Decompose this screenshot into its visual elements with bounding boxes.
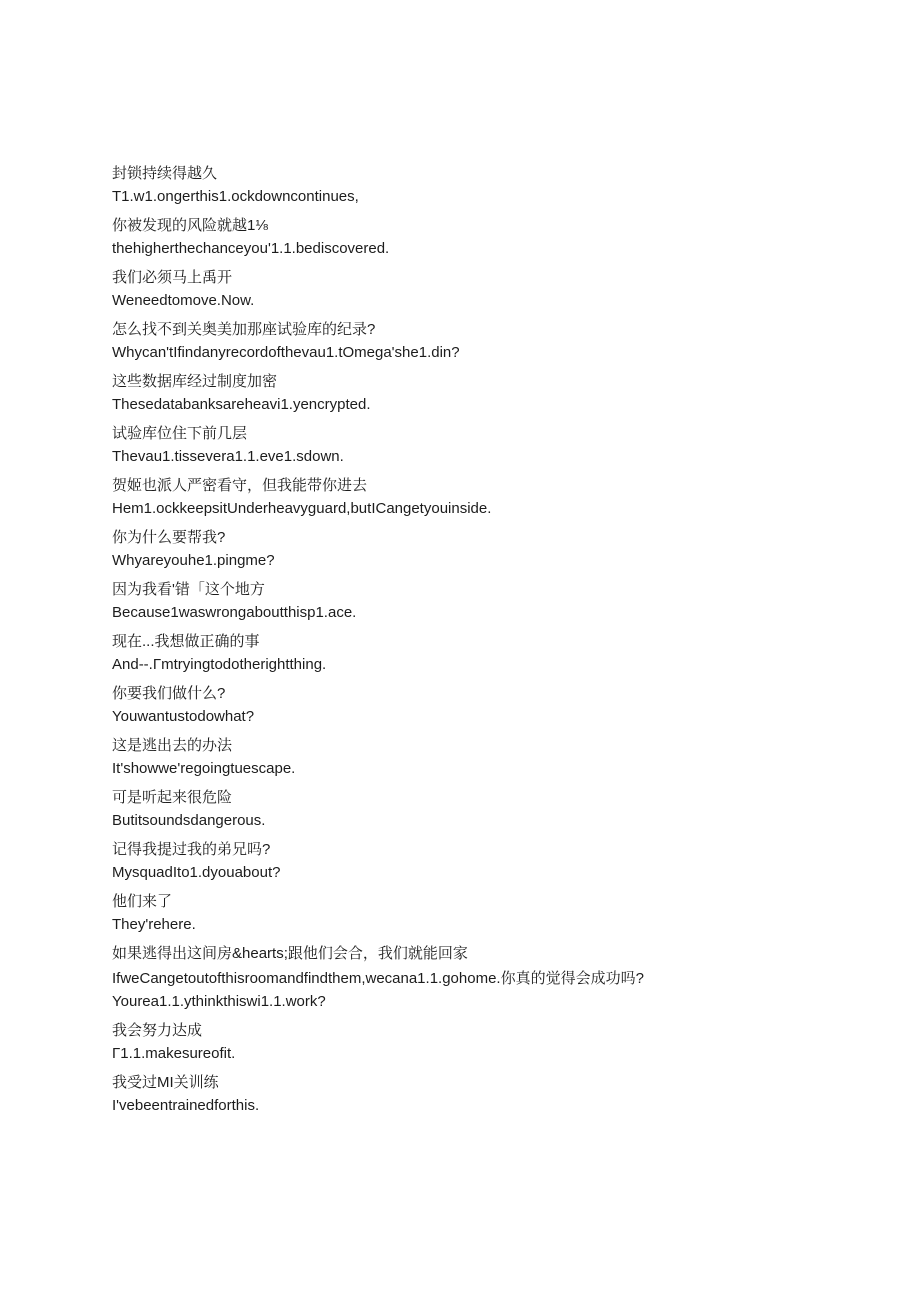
subtitle-line-en: MysquadIto1.dyouabout?	[112, 864, 281, 881]
subtitle-pair	[112, 370, 872, 416]
subtitle-pair	[112, 266, 872, 312]
subtitle-pair	[112, 578, 872, 624]
subtitle-line-zh: 你要我们做什么?	[112, 685, 226, 702]
subtitle-line-en: Hem1.ockkeepsitUnderheavyguard,butICangetyouinside.	[112, 500, 492, 517]
subtitle-line-en: thehigherthechanceyou'1.1.bediscovered.	[112, 240, 390, 257]
subtitle-line-zh: 我们必须马上禹开	[112, 269, 233, 286]
subtitle-line-zh: 贺姬也派人严密看守，但我能带你进去	[112, 477, 368, 494]
subtitle-pair	[112, 422, 872, 468]
subtitle-line-en: Yourea1.1.ythinkthiswi1.1.work?	[112, 993, 326, 1010]
subtitle-line-en: Thevau1.tissevera1.1.eve1.sdown.	[112, 448, 344, 465]
subtitle-pair	[112, 1071, 872, 1117]
subtitle-line-en: Γ1.1.makesureofit.	[112, 1045, 236, 1062]
subtitle-line-zh: 你为什么要帮我?	[112, 529, 226, 546]
subtitle-pair	[112, 682, 872, 728]
subtitle-line-zh: 我会努力达成	[112, 1022, 203, 1039]
subtitle-line-zh: 如果逃得出这间房&hearts;跟他们会合，我们就能回家	[112, 945, 468, 962]
subtitle-line-en: And--.Γmtryingtodotherightthing.	[112, 656, 327, 673]
subtitle-line-zh: 你被发现的风险就越1⅛	[112, 217, 268, 234]
subtitle-pair	[112, 1019, 872, 1065]
subtitle-line-zh: 封锁持续得越久	[112, 165, 218, 182]
subtitle-line-en: Because1waswrongaboutthisp1.ace.	[112, 604, 357, 621]
subtitle-line-zh: 可是听起来很危险	[112, 789, 233, 806]
subtitle-line-zh: 现在...我想做正确的事	[112, 633, 260, 650]
subtitle-line-en: Whycan'tIfindanyrecordofthevau1.tOmega'she1.din?	[112, 344, 460, 361]
subtitle-pair	[112, 318, 872, 364]
subtitle-document	[112, 162, 872, 1117]
subtitle-line-en: IfweCangetoutofthisroomandfindthem,wecana1.1.gohome.你真的觉得会成功吗?	[112, 970, 644, 987]
subtitle-pair	[112, 474, 872, 520]
subtitle-pair	[112, 630, 872, 676]
subtitle-line-en: Butitsoundsdangerous.	[112, 812, 266, 829]
subtitle-line-en: Whyareyouhe1.pingme?	[112, 552, 275, 569]
subtitle-line-zh: 因为我看'错「这个地方	[112, 581, 265, 598]
subtitle-line-zh: 这些数据库经过制度加密	[112, 373, 278, 390]
subtitle-line-en: T1.w1.ongerthis1.ockdowncontinues,	[112, 188, 359, 205]
subtitle-pair	[112, 890, 872, 936]
subtitle-line-zh: 这是逃出去的办法	[112, 737, 233, 754]
subtitle-line-en: I'vebeentrainedforthis.	[112, 1097, 260, 1114]
subtitle-line-en: It'showwe'regoingtuescape.	[112, 760, 296, 777]
subtitle-line-zh: 他们来了	[112, 893, 173, 910]
subtitle-pair	[112, 942, 872, 1013]
subtitle-pair	[112, 214, 872, 260]
subtitle-line-zh: 试验库位住下前几层	[112, 425, 248, 442]
subtitle-line-zh: 我受过MI关训练	[112, 1074, 219, 1091]
subtitle-line-en: Weneedtomove.Now.	[112, 292, 255, 309]
subtitle-pair	[112, 162, 872, 208]
subtitle-line-zh: 怎么找不到关奥美加那座试验库的纪录?	[112, 321, 376, 338]
subtitle-pair	[112, 838, 872, 884]
subtitle-pair	[112, 526, 872, 572]
subtitle-pair	[112, 786, 872, 832]
subtitle-line-en: Youwantustodowhat?	[112, 708, 255, 725]
subtitle-line-en: Thesedatabanksareheavi1.yencrypted.	[112, 396, 371, 413]
subtitle-line-zh: 记得我提过我的弟兄吗?	[112, 841, 271, 858]
subtitle-pair	[112, 734, 872, 780]
subtitle-line-en: They'rehere.	[112, 916, 196, 933]
